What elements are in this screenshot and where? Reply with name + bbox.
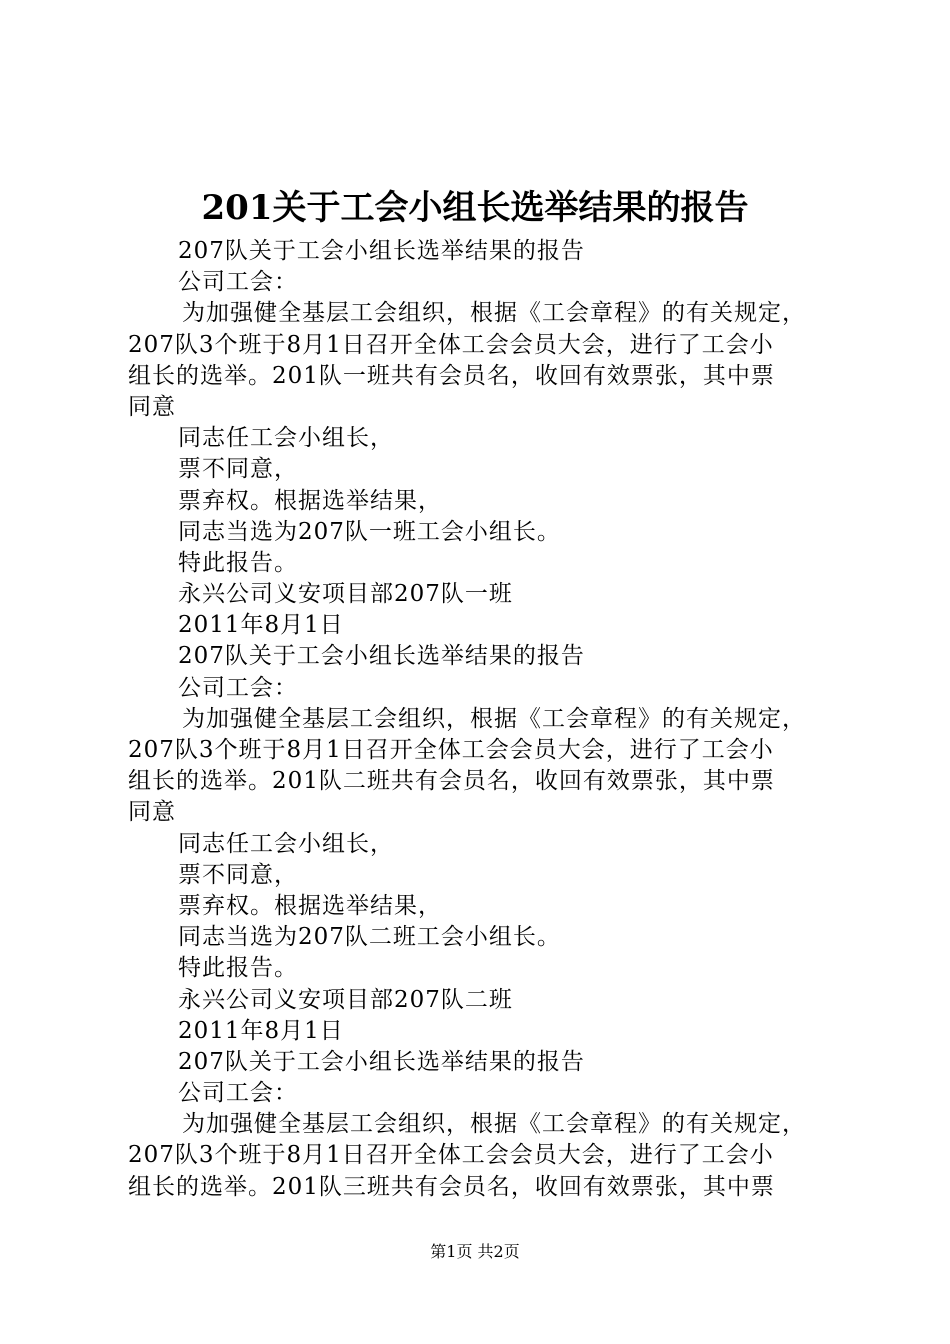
report-heading: 207队关于工会小组长选举结果的报告: [178, 238, 585, 264]
addressee: 公司工会：: [178, 269, 298, 296]
paragraph-line: 同意: [128, 393, 176, 420]
paragraph-line: 为加强健全基层工会组织，根据《工会章程》的有关规定，: [182, 705, 806, 732]
closing-line: 特此报告。: [178, 549, 298, 576]
signature-line: 永兴公司义安项目部207队二班: [178, 986, 513, 1013]
paragraph-line: 207队3个班于8月1日召开全体工会会员大会，进行了工会小: [128, 331, 774, 358]
date-line: 2011年8月1日: [178, 1017, 344, 1044]
addressee: 公司工会：: [178, 674, 298, 701]
page-footer: 第1页 共2页: [430, 1242, 520, 1261]
date-line: 2011年8月1日: [178, 612, 344, 639]
report-heading: 207队关于工会小组长选举结果的报告: [178, 643, 585, 670]
paragraph-line: 票不同意，: [178, 456, 298, 483]
closing-line: 特此报告。: [178, 955, 298, 982]
paragraph-line: 票弃权。根据选举结果，: [178, 487, 442, 514]
paragraph-line: 同意: [128, 799, 176, 826]
paragraph-line: 票不同意，: [178, 861, 298, 888]
paragraph-line: 同志当选为207队二班工会小组长。: [178, 924, 561, 951]
paragraph-line: 同志任工会小组长，: [178, 830, 394, 857]
paragraph-line: 票弃权。根据选举结果，: [178, 892, 442, 919]
paragraph-line: 组长的选举。201队一班共有会员名，收回有效票张，其中票: [128, 362, 775, 389]
paragraph-line: 为加强健全基层工会组织，根据《工会章程》的有关规定，: [182, 300, 806, 327]
paragraph-line: 207队3个班于8月1日召开全体工会会员大会，进行了工会小: [128, 1142, 774, 1169]
paragraph-line: 为加强健全基层工会组织，根据《工会章程》的有关规定，: [182, 1111, 806, 1138]
document-title: 201关于工会小组长选举结果的报告: [201, 188, 749, 228]
addressee: 公司工会：: [178, 1080, 298, 1107]
report-heading: 207队关于工会小组长选举结果的报告: [178, 1048, 585, 1075]
paragraph-line: 同志任工会小组长，: [178, 425, 394, 452]
paragraph-line: 组长的选举。201队二班共有会员名，收回有效票张，其中票: [128, 768, 775, 795]
paragraph-line: 同志当选为207队一班工会小组长。: [178, 518, 561, 545]
paragraph-line: 207队3个班于8月1日召开全体工会会员大会，进行了工会小: [128, 737, 774, 763]
paragraph-line: 组长的选举。201队三班共有会员名，收回有效票张，其中票: [128, 1173, 775, 1200]
document-body: [128, 236, 848, 1203]
signature-line: 永兴公司义安项目部207队一班: [178, 581, 513, 608]
